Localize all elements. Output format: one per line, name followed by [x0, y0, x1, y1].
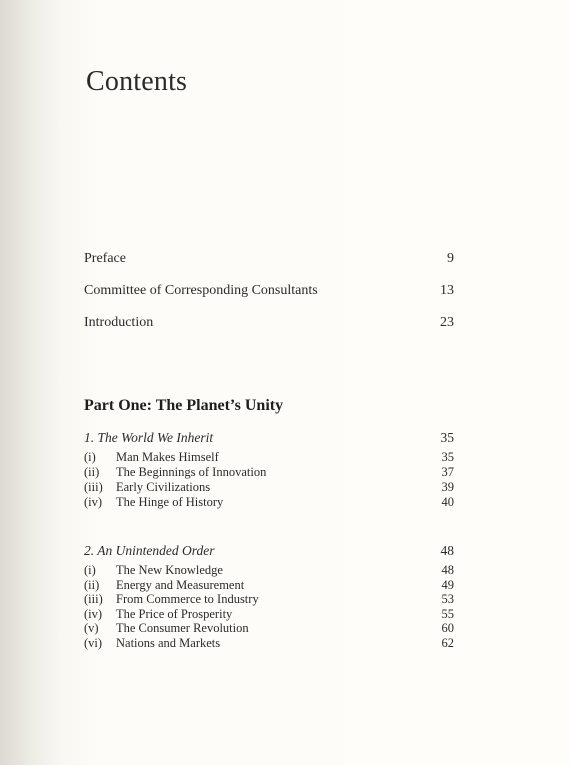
section-page: 39 — [441, 480, 454, 494]
section-number: (vi) — [84, 636, 103, 650]
section-title: Man Makes Himself — [116, 450, 219, 464]
section-title: The New Knowledge — [116, 563, 223, 577]
section-number: (ii) — [84, 578, 100, 592]
section-title: Early Civilizations — [116, 480, 211, 494]
section-title: Nations and Markets — [116, 636, 221, 650]
toc-entry-title: Preface — [84, 251, 126, 266]
section-page: 49 — [441, 578, 454, 592]
toc-entry-page: 9 — [447, 251, 454, 266]
section-number: (iii) — [84, 592, 103, 606]
section-title: The Beginnings of Innovation — [116, 465, 267, 479]
section-page: 48 — [441, 563, 454, 577]
section-title: The Price of Prosperity — [116, 607, 233, 621]
chapter-page: 48 — [440, 543, 454, 558]
section-entry — [84, 563, 454, 578]
toc-entry-page: 23 — [440, 315, 454, 330]
chapter-heading — [84, 543, 454, 561]
section-page: 35 — [441, 450, 454, 464]
toc-entry-introduction — [84, 315, 454, 333]
section-page: 62 — [441, 636, 454, 650]
section-number: (iv) — [84, 607, 103, 621]
toc-entry-title: Committee of Corresponding Consultants — [84, 283, 318, 298]
section-number: (i) — [84, 563, 96, 577]
toc-entry-committee — [84, 283, 454, 301]
section-page: 40 — [441, 495, 454, 509]
section-entry — [84, 607, 454, 622]
section-page: 53 — [441, 592, 454, 606]
section-entry — [84, 636, 454, 651]
section-title: Energy and Measurement — [116, 578, 245, 592]
toc-entry-preface — [84, 251, 454, 269]
chapter-page: 35 — [440, 430, 454, 445]
contents-heading: Contents — [86, 66, 188, 97]
toc-entry-page: 13 — [440, 283, 454, 298]
section-entry — [84, 592, 454, 607]
section-entry — [84, 578, 454, 593]
section-number: (v) — [84, 621, 99, 635]
section-number: (iii) — [84, 480, 103, 494]
section-title: The Consumer Revolution — [116, 621, 249, 635]
section-title: The Hinge of History — [116, 495, 224, 509]
chapter-heading — [84, 430, 454, 448]
chapter-title: 2. An Unintended Order — [84, 543, 215, 558]
section-entry — [84, 450, 454, 465]
section-entry — [84, 480, 454, 495]
section-page: 55 — [441, 607, 454, 621]
section-entry — [84, 495, 454, 510]
section-entry — [84, 465, 454, 480]
section-number: (ii) — [84, 465, 100, 479]
section-page: 60 — [441, 621, 454, 635]
section-page: 37 — [441, 465, 454, 479]
chapter-title: 1. The World We Inherit — [84, 430, 214, 445]
section-entry — [84, 621, 454, 636]
part-title: Part One: The Planet’s Unity — [84, 397, 284, 414]
section-number: (iv) — [84, 495, 103, 509]
toc-entry-title: Introduction — [84, 315, 154, 330]
section-number: (i) — [84, 450, 96, 464]
section-title: From Commerce to Industry — [116, 592, 259, 606]
